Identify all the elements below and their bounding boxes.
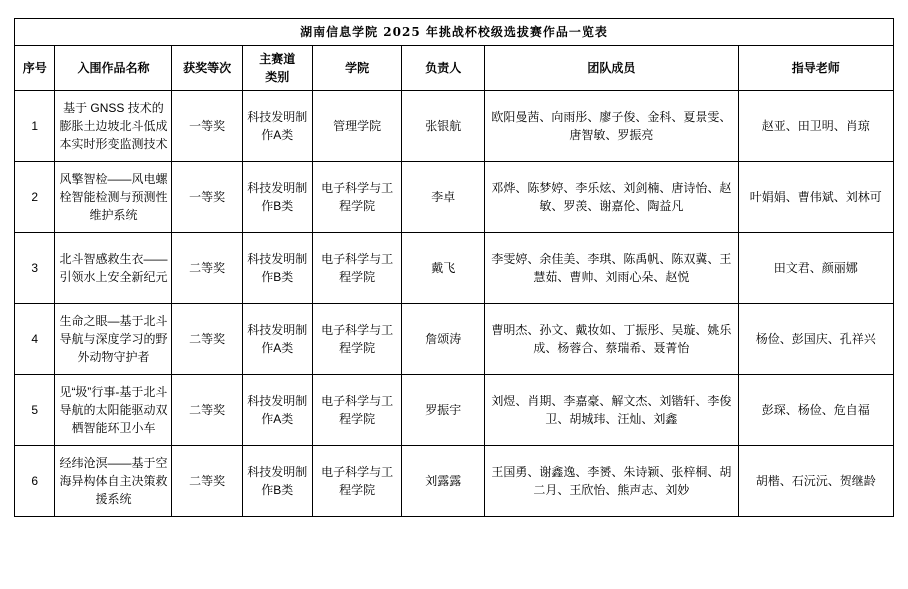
award-table <box>14 18 894 517</box>
column-header-members: 团队成员 <box>485 46 738 91</box>
cell-teachers: 赵亚、田卫明、肖琼 <box>738 91 893 162</box>
cell-award-level: 二等奖 <box>172 304 242 375</box>
cell-leader: 罗振宇 <box>402 375 485 446</box>
cell-college: 电子科学与工程学院 <box>312 233 401 304</box>
cell-seq: 6 <box>15 446 55 517</box>
cell-seq: 2 <box>15 162 55 233</box>
cell-college: 电子科学与工程学院 <box>312 446 401 517</box>
cell-teachers: 杨俭、彭国庆、孔祥兴 <box>738 304 893 375</box>
column-header-teachers: 指导老师 <box>738 46 893 91</box>
cell-track-category: 科技发明制作A类 <box>242 91 312 162</box>
table-row <box>15 162 894 233</box>
document-title: 湖南信息学院 2025 年挑战杯校级选拔赛作品一览表 <box>15 19 894 46</box>
cell-members: 王国勇、谢鑫逸、李赟、朱诗颖、张梓桐、胡二月、王欣怡、熊声志、刘妙 <box>485 446 738 517</box>
cell-leader: 戴飞 <box>402 233 485 304</box>
column-header-leader: 负责人 <box>402 46 485 91</box>
column-header-track-category <box>242 46 312 91</box>
cell-college: 电子科学与工程学院 <box>312 304 401 375</box>
cell-leader: 刘露露 <box>402 446 485 517</box>
cell-members: 欧阳曼茜、向雨彤、廖子俊、金科、夏景雯、唐智敏、罗振亮 <box>485 91 738 162</box>
cell-teachers: 田文君、颜丽娜 <box>738 233 893 304</box>
cell-track-category: 科技发明制作A类 <box>242 375 312 446</box>
cell-leader: 张银航 <box>402 91 485 162</box>
cell-work-name: 生命之眼—基于北斗导航与深度学习的野外动物守护者 <box>55 304 172 375</box>
cell-seq: 1 <box>15 91 55 162</box>
cell-leader: 詹颂涛 <box>402 304 485 375</box>
cell-track-category: 科技发明制作B类 <box>242 233 312 304</box>
cell-teachers: 胡楷、石沅沅、贺继龄 <box>738 446 893 517</box>
table-row <box>15 233 894 304</box>
cell-track-category: 科技发明制作A类 <box>242 304 312 375</box>
cell-teachers: 彭琛、杨俭、危自福 <box>738 375 893 446</box>
cell-track-category: 科技发明制作B类 <box>242 162 312 233</box>
cell-award-level: 一等奖 <box>172 91 242 162</box>
table-header-row <box>15 46 894 91</box>
cell-work-name: 北斗智感救生衣——引领水上安全新纪元 <box>55 233 172 304</box>
column-header-track-category-line1: 主赛道 <box>259 52 296 66</box>
table-row <box>15 446 894 517</box>
cell-members: 李雯婷、余佳美、李琪、陈禹帆、陈双冀、王慧茹、曹帅、刘雨心朵、赵悦 <box>485 233 738 304</box>
cell-award-level: 二等奖 <box>172 233 242 304</box>
cell-seq: 5 <box>15 375 55 446</box>
column-header-work-name: 入围作品名称 <box>55 46 172 91</box>
cell-college: 电子科学与工程学院 <box>312 375 401 446</box>
cell-seq: 4 <box>15 304 55 375</box>
cell-leader: 李卓 <box>402 162 485 233</box>
column-header-seq: 序号 <box>15 46 55 91</box>
table-row <box>15 304 894 375</box>
cell-seq: 3 <box>15 233 55 304</box>
cell-work-name: 经纬沧溟——基于空海异构体自主决策救援系统 <box>55 446 172 517</box>
cell-award-level: 二等奖 <box>172 375 242 446</box>
cell-teachers: 叶娟娟、曹伟斌、刘林可 <box>738 162 893 233</box>
title-row <box>15 19 894 46</box>
column-header-track-category-line2: 类别 <box>265 70 290 84</box>
cell-work-name: 基于 GNSS 技术的膨胀土边坡北斗低成本实时形变监测技术 <box>55 91 172 162</box>
cell-work-name: 见“圾”行事-基于北斗导航的太阳能驱动双栖智能环卫小车 <box>55 375 172 446</box>
column-header-award-level: 获奖等次 <box>172 46 242 91</box>
cell-work-name: 风擎智检——风电螺栓智能检测与预测性维护系统 <box>55 162 172 233</box>
table-row <box>15 375 894 446</box>
cell-college: 管理学院 <box>312 91 401 162</box>
cell-members: 邓烨、陈梦婷、李乐炫、刘剑楠、唐诗怡、赵敏、罗羡、谢嘉伦、陶益凡 <box>485 162 738 233</box>
cell-award-level: 二等奖 <box>172 446 242 517</box>
cell-members: 曹明杰、孙文、戴妆如、丁振彤、吴璇、姚乐成、杨蓉合、蔡瑞希、聂菁怡 <box>485 304 738 375</box>
table-row <box>15 91 894 162</box>
cell-track-category: 科技发明制作B类 <box>242 446 312 517</box>
cell-college: 电子科学与工程学院 <box>312 162 401 233</box>
cell-members: 刘煜、肖期、李嘉豪、解文杰、刘锴轩、李俊卫、胡城玮、汪灿、刘鑫 <box>485 375 738 446</box>
column-header-college: 学院 <box>312 46 401 91</box>
cell-award-level: 一等奖 <box>172 162 242 233</box>
